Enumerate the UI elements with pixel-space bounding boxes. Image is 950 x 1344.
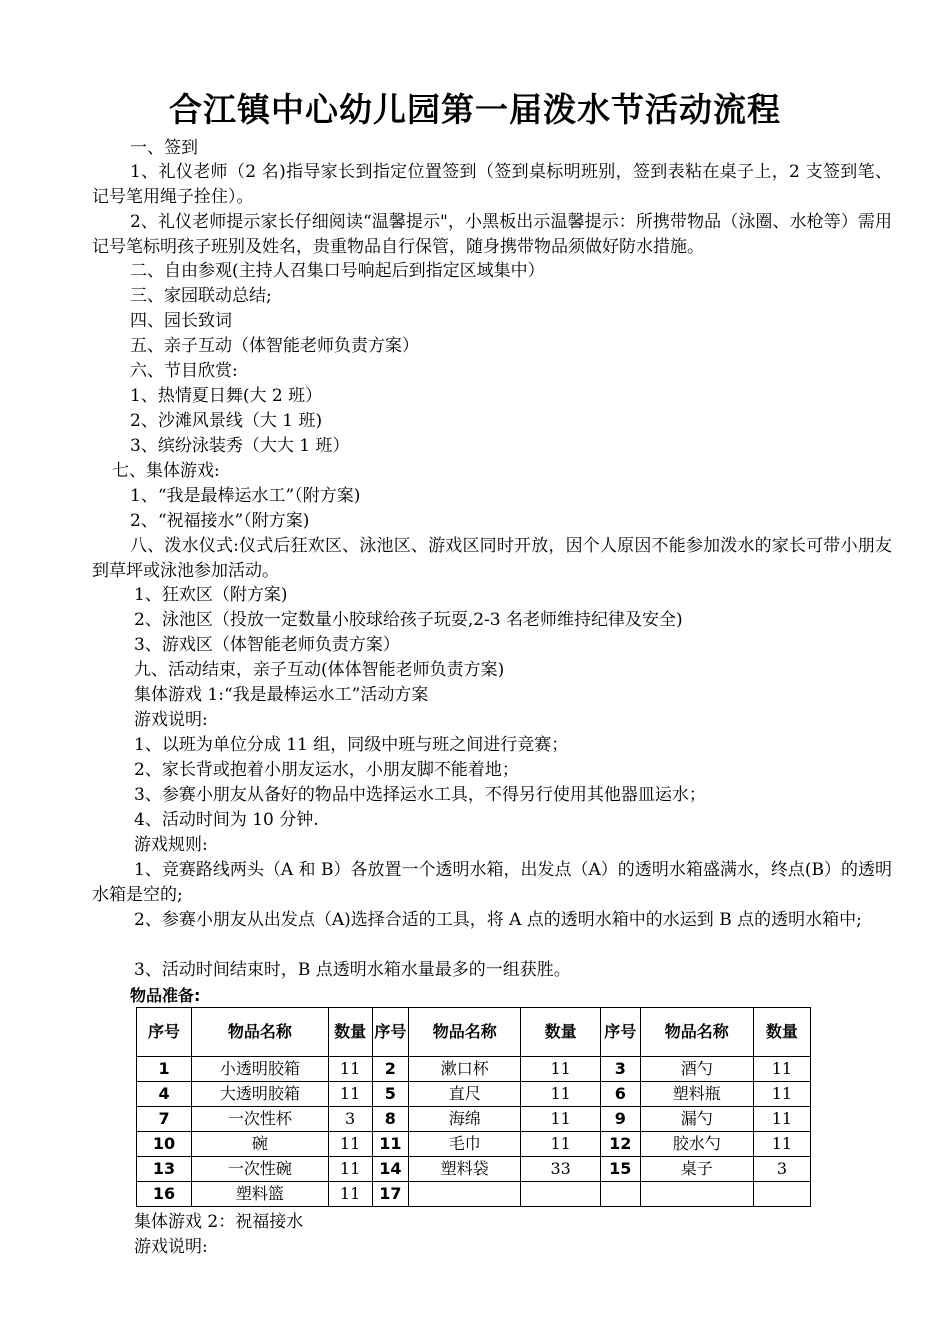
item-number-cell: 2 (372, 1057, 409, 1082)
section-7-heading: 七、集体游戏: (112, 461, 220, 481)
table-row (137, 1182, 811, 1207)
materials-heading: 物品准备: (130, 986, 201, 1005)
table-row (137, 1132, 811, 1157)
table-header-cell: 数量 (753, 1008, 810, 1057)
table-row (137, 1057, 811, 1082)
section-8-item-3: 3、游戏区（体智能老师负责方案） (134, 635, 400, 655)
item-quantity-cell: 11 (328, 1182, 372, 1207)
table-header-cell: 序号 (137, 1008, 192, 1057)
section-5-heading: 五、亲子互动（体智能老师负责方案） (130, 336, 419, 356)
item-name-cell: 大透明胶箱 (192, 1082, 329, 1107)
item-quantity-cell: 11 (521, 1107, 601, 1132)
table-header-cell: 序号 (372, 1008, 409, 1057)
item-quantity-cell: 11 (521, 1132, 601, 1157)
item-number-cell: 8 (372, 1107, 409, 1132)
item-number-cell: 3 (600, 1057, 640, 1082)
item-number-cell: 10 (137, 1132, 192, 1157)
section-8-item-1: 1、狂欢区（附方案) (134, 585, 288, 605)
item-number-cell: 17 (372, 1182, 409, 1207)
item-name-cell: 酒勺 (640, 1057, 753, 1082)
section-1-paragraph-1: 1、礼仪老师（2 名)指导家长到指定位置签到（签到桌标明班别，签到表粘在桌子上，2 支签到笔、记号笔用绳子拴住）。 (92, 162, 892, 207)
section-2-heading: 二、自由参观(主持人召集口号响起后到指定区域集中） (130, 261, 545, 281)
item-quantity-cell: 11 (328, 1082, 372, 1107)
game-1-rules-heading: 游戏规则: (134, 835, 208, 855)
item-name-cell: 一次性杯 (192, 1107, 329, 1132)
section-1-heading: 一、签到 (130, 138, 198, 158)
item-name-cell: 小透明胶箱 (192, 1057, 329, 1082)
table-header-cell: 物品名称 (192, 1008, 329, 1057)
item-name-cell: 塑料篮 (192, 1182, 329, 1207)
item-number-cell: 1 (137, 1057, 192, 1082)
item-quantity-cell: 3 (328, 1107, 372, 1132)
item-name-cell: 胶水勺 (640, 1132, 753, 1157)
game-1-description-item-4: 4、活动时间为 10 分钟. (134, 810, 319, 830)
item-quantity-cell (521, 1182, 601, 1207)
section-8-paragraph: 八、泼水仪式:仪式后狂欢区、泳池区、游戏区同时开放，因个人原因不能参加泼水的家长可带小朋友到草坪或泳池参加活动。 (92, 536, 892, 581)
item-number-cell: 6 (600, 1082, 640, 1107)
table-row (137, 1082, 811, 1107)
game-1-description-item-1: 1、以班为单位分成 11 组，同级中班与班之间进行竞赛； (134, 735, 569, 755)
table-header-cell: 物品名称 (409, 1008, 521, 1057)
table-row (137, 1107, 811, 1132)
item-name-cell (409, 1182, 521, 1207)
item-quantity-cell: 11 (328, 1157, 372, 1182)
item-quantity-cell: 3 (753, 1157, 810, 1182)
section-8-item-2: 2、泳池区（投放一定数量小胶球给孩子玩耍,2-3 名老师维持纪律及安全) (134, 610, 683, 630)
table-header-cell: 数量 (328, 1008, 372, 1057)
game-1-description-item-3: 3、参赛小朋友从备好的物品中选择运水工具，不得另行使用其他器皿运水； (134, 785, 706, 805)
game-1-description-heading: 游戏说明: (134, 710, 208, 730)
item-quantity-cell (753, 1182, 810, 1207)
item-quantity-cell: 11 (753, 1057, 810, 1082)
item-number-cell: 9 (600, 1107, 640, 1132)
section-3-heading: 三、家园联动总结; (130, 286, 272, 306)
item-number-cell: 7 (137, 1107, 192, 1132)
document-title: 合江镇中心幼儿园第一届泼水节活动流程 (169, 90, 781, 129)
item-name-cell (640, 1182, 753, 1207)
item-name-cell: 漏勺 (640, 1107, 753, 1132)
item-quantity-cell: 11 (753, 1082, 810, 1107)
game-1-rule-2: 2、参赛小朋友从出发点（A)选择合适的工具，将 A 点的透明水箱中的水运到 B 点的透明水箱中; (134, 910, 862, 930)
section-7-item-1: 1、“我是最棒运水工”（附方案) (130, 486, 361, 506)
item-quantity-cell: 11 (328, 1132, 372, 1157)
item-name-cell: 漱口杯 (409, 1057, 521, 1082)
section-9-heading: 九、活动结束，亲子互动(体体智能老师负责方案) (134, 660, 505, 680)
item-number-cell: 11 (372, 1132, 409, 1157)
game-1-rule-1: 1、竞赛路线两头（A 和 B）各放置一个透明水箱，出发点（A）的透明水箱盛满水，终点(B）的透明水箱是空的; (92, 860, 892, 905)
table-header-row (137, 1008, 811, 1057)
item-name-cell: 直尺 (409, 1082, 521, 1107)
item-number-cell: 5 (372, 1082, 409, 1107)
item-number-cell: 12 (600, 1132, 640, 1157)
item-name-cell: 桌子 (640, 1157, 753, 1182)
item-number-cell: 16 (137, 1182, 192, 1207)
item-quantity-cell: 11 (521, 1057, 601, 1082)
item-quantity-cell: 11 (521, 1082, 601, 1107)
item-name-cell: 碗 (192, 1132, 329, 1157)
section-6-item-3: 3、缤纷泳装秀（大大 1 班） (130, 436, 350, 456)
game-2-title: 集体游戏 2：祝福接水 (134, 1212, 304, 1232)
game-1-rule-3: 3、活动时间结束时，B 点透明水箱水量最多的一组获胜。 (134, 960, 571, 980)
item-number-cell: 15 (600, 1157, 640, 1182)
section-6-item-1: 1、热情夏日舞(大 2 班） (130, 386, 323, 406)
section-6-heading: 六、节目欣赏: (130, 361, 238, 381)
table-header-cell: 序号 (600, 1008, 640, 1057)
item-quantity-cell: 11 (753, 1107, 810, 1132)
item-name-cell: 海绵 (409, 1107, 521, 1132)
section-7-item-2: 2、“祝福接水”（附方案) (130, 511, 310, 531)
item-name-cell: 毛巾 (409, 1132, 521, 1157)
table-row (137, 1157, 811, 1182)
table-header-cell: 数量 (521, 1008, 601, 1057)
item-number-cell: 14 (372, 1157, 409, 1182)
game-1-description-item-2: 2、家长背或抱着小朋友运水，小朋友脚不能着地； (134, 760, 519, 780)
materials-table (136, 1007, 811, 1207)
item-quantity-cell: 11 (753, 1132, 810, 1157)
item-name-cell: 塑料瓶 (640, 1082, 753, 1107)
item-number-cell (600, 1182, 640, 1207)
item-name-cell: 一次性碗 (192, 1157, 329, 1182)
section-1-paragraph-2: 2、礼仪老师提示家长仔细阅读“温馨提示"，小黑板出示温馨提示：所携带物品（泳圈、水枪等）需用记号笔标明孩子班别及姓名，贵重物品自行保管，随身携带物品须做好防水措施。 (92, 212, 892, 257)
table-header-cell: 物品名称 (640, 1008, 753, 1057)
item-quantity-cell: 11 (328, 1057, 372, 1082)
item-number-cell: 4 (137, 1082, 192, 1107)
section-4-heading: 四、园长致词 (130, 311, 232, 331)
item-name-cell: 塑料袋 (409, 1157, 521, 1182)
game-2-description-heading: 游戏说明: (134, 1237, 208, 1257)
item-quantity-cell: 33 (521, 1157, 601, 1182)
game-1-title: 集体游戏 1:“我是最棒运水工”活动方案 (134, 685, 429, 705)
item-number-cell: 13 (137, 1157, 192, 1182)
section-6-item-2: 2、沙滩风景线（大 1 班) (130, 411, 323, 431)
